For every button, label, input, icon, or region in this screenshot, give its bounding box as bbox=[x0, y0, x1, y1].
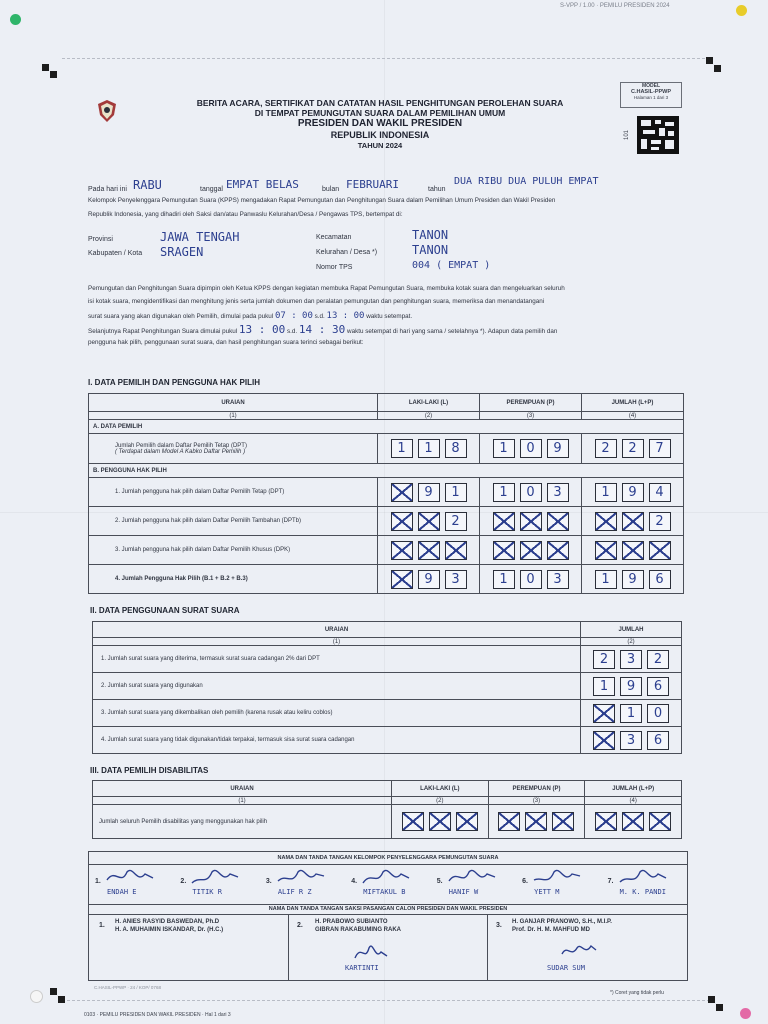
kpps-caption: NAMA DAN TANDA TANGAN KELOMPOK PENYELENGGARA PEMUNGUTAN SUARA bbox=[277, 855, 499, 861]
digit-boxes bbox=[586, 439, 679, 458]
footnote: *) Coret yang tidak perlu bbox=[610, 990, 664, 996]
divider bbox=[288, 914, 289, 980]
section-2-table bbox=[92, 621, 682, 754]
frame-bottom bbox=[62, 1000, 710, 1001]
crossed-out-box bbox=[391, 483, 413, 502]
table-row bbox=[89, 507, 684, 536]
digit-boxes bbox=[382, 483, 475, 502]
candidate-2-names bbox=[315, 918, 401, 934]
title-line-5: TAHUN 2024 bbox=[357, 141, 403, 150]
s1-b1-l bbox=[378, 478, 480, 507]
crossed-out-box bbox=[418, 541, 440, 560]
digit-boxes bbox=[585, 677, 677, 696]
digit-box: 8 bbox=[445, 439, 467, 458]
divider bbox=[89, 864, 687, 865]
s1-a1-l bbox=[378, 434, 480, 464]
divider bbox=[487, 914, 488, 980]
s2-n1: (1) bbox=[93, 638, 581, 646]
kpu-logo-icon bbox=[96, 99, 118, 123]
crossed-out-box bbox=[520, 541, 542, 560]
crossed-out-box bbox=[391, 541, 413, 560]
s1-b3-p bbox=[480, 536, 582, 565]
model-code: C.HASIL-PPWP bbox=[630, 89, 672, 95]
kpps-member-name: HANIF W bbox=[448, 888, 479, 896]
s1-a1-label-line1: Jumlah Pemilih dalam Daftar Pemilih Tetap (DPT) bbox=[115, 442, 247, 449]
digit-box: 2 bbox=[593, 650, 615, 669]
crossed-out-box bbox=[520, 512, 542, 531]
s3-r1-label: Jumlah seluruh Pemilih disabilitas yang menggunakan hak pilih bbox=[93, 805, 392, 839]
digit-box: 1 bbox=[493, 483, 515, 502]
crossed-out-box bbox=[552, 812, 574, 831]
crossed-out-box bbox=[391, 512, 413, 531]
crossed-out-box bbox=[649, 812, 671, 831]
kpps-member-name: ENDAH E bbox=[107, 888, 137, 896]
s3-n2: (2) bbox=[392, 797, 489, 805]
title-line-1: BERITA ACARA, SERTIFIKAT DAN CATATAN HASIL PENGHITUNGAN PEROLEHAN SUARA bbox=[196, 98, 564, 108]
table-row bbox=[89, 478, 684, 507]
digit-box: 9 bbox=[547, 439, 569, 458]
digit-boxes bbox=[585, 650, 677, 669]
paragraph-line-5: pengguna hak pilih, penggunaan surat suara, dan hasil penghitungan suara terinci sebagai berikut: bbox=[88, 339, 364, 346]
digit-box: 4 bbox=[649, 483, 671, 502]
kpps-member-signature bbox=[361, 866, 411, 888]
kpps-member-number: 5. bbox=[436, 878, 443, 885]
digit-box: 0 bbox=[520, 439, 542, 458]
s1-b1-label: 1. Jumlah pengguna hak pilih dalam Daftar Pemilih Tetap (DPT) bbox=[89, 478, 378, 507]
kpps-member-name: MIFTAKUL B bbox=[363, 888, 406, 896]
digit-boxes bbox=[586, 541, 679, 560]
divider bbox=[89, 914, 687, 915]
crossed-out-box bbox=[595, 512, 617, 531]
tps-value: 004 ( EMPAT ) bbox=[412, 260, 491, 271]
title-line-3: PRESIDEN DAN WAKIL PRESIDEN bbox=[297, 118, 463, 129]
kpps-member-number: 2. bbox=[180, 878, 187, 885]
digit-box: 3 bbox=[445, 570, 467, 589]
title-line-2: DI TEMPAT PEMUNGUTAN SUARA DALAM PEMILIHAN UMUM bbox=[254, 108, 506, 118]
digit-box: 6 bbox=[649, 570, 671, 589]
s1-b3-l bbox=[378, 536, 480, 565]
s1-b1-j bbox=[582, 478, 684, 507]
table-row bbox=[93, 727, 682, 754]
digit-box: 1 bbox=[620, 704, 642, 723]
crossed-out-box bbox=[595, 812, 617, 831]
s3-n1: (1) bbox=[93, 797, 392, 805]
kpps-member-signature bbox=[190, 866, 240, 888]
s2-r4-label: 4. Jumlah surat suara yang tidak digunakan/tidak terpakai, termasuk sisa surat suara cadangan bbox=[93, 727, 581, 754]
digit-boxes bbox=[585, 704, 677, 723]
paragraph-line-3 bbox=[88, 311, 412, 321]
digit-box: 2 bbox=[649, 512, 671, 531]
crossed-out-box bbox=[418, 512, 440, 531]
digit-boxes bbox=[396, 812, 484, 831]
digit-boxes bbox=[586, 512, 679, 531]
s1-col-l: LAKI-LAKI (L) bbox=[378, 394, 480, 412]
divider bbox=[89, 904, 687, 905]
s1-b4-p bbox=[480, 565, 582, 594]
sd-label-2: s.d. bbox=[287, 328, 298, 335]
kpps-member-number: 1. bbox=[95, 878, 101, 885]
s1-b2-j bbox=[582, 507, 684, 536]
digit-box: 2 bbox=[595, 439, 617, 458]
digit-box: 2 bbox=[647, 650, 669, 669]
witness-3-signature bbox=[559, 940, 599, 962]
digit-box: 0 bbox=[520, 483, 542, 502]
sd-label-1: s.d. bbox=[314, 313, 325, 320]
kpps-member-number: 3. bbox=[265, 878, 272, 885]
kpps-member-signature bbox=[276, 866, 326, 888]
model-box bbox=[620, 82, 682, 108]
section-1-table bbox=[88, 393, 684, 594]
digit-box: 3 bbox=[620, 650, 642, 669]
tahun-value: DUA RIBU DUA PULUH EMPAT bbox=[454, 176, 599, 187]
provinsi-label: Provinsi bbox=[88, 236, 113, 243]
digit-box: 0 bbox=[520, 570, 542, 589]
digit-box: 1 bbox=[445, 483, 467, 502]
crossed-out-box bbox=[622, 512, 644, 531]
digit-boxes bbox=[493, 812, 581, 831]
crossed-out-box bbox=[525, 812, 547, 831]
s1-a1-j bbox=[582, 434, 684, 464]
pink-pin-icon bbox=[740, 1008, 751, 1019]
crossed-out-box bbox=[622, 541, 644, 560]
paragraph-line-2: isi kotak suara, mengidentifikasi dan menghitung jenis serta jumlah dokumen dan peralatan pemungutan dan penghitungan suara, memeriksa dan menandatangani bbox=[88, 298, 545, 305]
s1-b4-j bbox=[582, 565, 684, 594]
kpps-member-name: YETT M bbox=[534, 888, 560, 896]
crossed-out-box bbox=[456, 812, 478, 831]
s2-r2-label: 2. Jumlah surat suara yang digunakan bbox=[93, 673, 581, 700]
crossed-out-box bbox=[593, 731, 615, 750]
section-1-title: I. DATA PEMILIH DAN PENGGUNA HAK PILIH bbox=[88, 378, 260, 387]
bottom-left-code: C.HASIL-PPWP · 24 / KOP/ 0768 bbox=[94, 985, 161, 990]
table-row bbox=[93, 646, 682, 673]
table-row bbox=[93, 673, 682, 700]
white-pin-icon bbox=[30, 990, 43, 1003]
section-3-title: III. DATA PEMILIH DISABILITAS bbox=[90, 766, 209, 775]
s1-b2-label: 2. Jumlah pengguna hak pilih dalam Daftar Pemilih Tambahan (DPTb) bbox=[89, 507, 378, 536]
crossed-out-box bbox=[498, 812, 520, 831]
s1-b1-p bbox=[480, 478, 582, 507]
kpps-member-name: ALIF R Z bbox=[277, 888, 312, 896]
digit-box: 9 bbox=[622, 570, 644, 589]
digit-boxes bbox=[484, 541, 577, 560]
digit-box: 3 bbox=[547, 570, 569, 589]
paragraph-line-4b: waktu setempat di hari yang sama / setelahnya *). Adapun data pemilih dan bbox=[347, 328, 558, 335]
s3-r1-j bbox=[585, 805, 682, 839]
tps-label: Nomor TPS bbox=[316, 264, 353, 271]
s1-n1: (1) bbox=[89, 412, 378, 420]
top-right-print: S-VPP / 1.00 · PEMILU PRESIDEN 2024 bbox=[560, 3, 670, 9]
crossed-out-box bbox=[547, 541, 569, 560]
digit-box: 9 bbox=[620, 677, 642, 696]
candidate-1-vice: H. A. MUHAIMIN ISKANDAR, Dr. (H.C.) bbox=[115, 927, 224, 933]
s2-n2: (2) bbox=[581, 638, 682, 646]
s3-col-l: LAKI-LAKI (L) bbox=[392, 781, 489, 797]
candidate-1-names bbox=[115, 918, 223, 934]
frame-top bbox=[62, 58, 710, 59]
s3-col-uraian: URAIAN bbox=[93, 781, 392, 797]
s1-b2-l bbox=[378, 507, 480, 536]
provinsi-value: JAWA TENGAH bbox=[160, 230, 240, 244]
digit-boxes bbox=[586, 483, 679, 502]
intro-text-2: Republik Indonesia, yang dihadiri oleh Saksi dan/atau Panwaslu Kelurahan/Desa / Pengawas TPS, bertempat di: bbox=[88, 211, 403, 218]
digit-box: 7 bbox=[649, 439, 671, 458]
kabupaten-label: Kabupaten / Kota bbox=[88, 250, 143, 257]
page-footer: 0103 · PEMILU PRESIDEN DAN WAKIL PRESIDEN · Hal 1 dari 3 bbox=[84, 1012, 231, 1018]
table-row bbox=[89, 565, 684, 594]
s1-b4-label: 4. Jumlah Pengguna Hak Pilih (B.1 + B.2 + B.3) bbox=[89, 565, 378, 594]
paragraph-line-1: Pemungutan dan Penghitungan Suara dipimpin oleh Ketua KPPS dengan kegiatan membuka Rapat Pemungutan Suara, membuka kotak suara dan mengeluarkan seluruh bbox=[88, 285, 565, 292]
tahun-label: tahun bbox=[428, 186, 446, 193]
count-start-time: 13 : 00 bbox=[238, 323, 286, 336]
kecamatan-value: TANON bbox=[412, 228, 449, 242]
bulan-label: bulan bbox=[322, 186, 340, 193]
s1-b3-j bbox=[582, 536, 684, 565]
digit-boxes bbox=[382, 570, 475, 589]
title-line-4: REPUBLIK INDONESIA bbox=[330, 130, 430, 140]
crossed-out-box bbox=[547, 512, 569, 531]
crossed-out-box bbox=[493, 512, 515, 531]
digit-boxes bbox=[484, 483, 577, 502]
candidate-1-number: 1. bbox=[99, 922, 105, 929]
s2-col-jml: JUMLAH bbox=[581, 622, 682, 638]
digit-box: 1 bbox=[418, 439, 440, 458]
s1-b3-label: 3. Jumlah pengguna hak pilih dalam Daftar Pemilih Khusus (DPK) bbox=[89, 536, 378, 565]
s2-r3-val bbox=[581, 700, 682, 727]
crossed-out-box bbox=[622, 812, 644, 831]
digit-box: 1 bbox=[391, 439, 413, 458]
hari-value: RABU bbox=[133, 178, 162, 192]
s3-n4: (4) bbox=[585, 797, 682, 805]
vote-end-time: 13 : 00 bbox=[326, 311, 365, 321]
s1-b2-p bbox=[480, 507, 582, 536]
intro-text-1: Kelompok Penyelenggara Pemungutan Suara (KPPS) mengadakan Rapat Pemungutan dan Penghitungan Suara dalam Pemilihan Umum Presiden dan Wakil Presiden bbox=[88, 197, 556, 204]
table-row bbox=[89, 434, 684, 464]
digit-box: 2 bbox=[622, 439, 644, 458]
paragraph-line-4a: Selanjutnya Rapat Penghitungan Suara dimulai pukul bbox=[88, 328, 238, 335]
page-label: Halaman 1 dari 3 bbox=[633, 95, 669, 100]
s2-r1-val bbox=[581, 646, 682, 673]
qr-side-number: 101 bbox=[624, 129, 631, 141]
digit-box: 6 bbox=[647, 731, 669, 750]
digit-boxes bbox=[382, 541, 475, 560]
kpps-member-signature bbox=[618, 866, 668, 888]
digit-box: 1 bbox=[595, 570, 617, 589]
crossed-out-box bbox=[429, 812, 451, 831]
s1-col-jml: JUMLAH (L+P) bbox=[582, 394, 684, 412]
digit-boxes bbox=[382, 512, 475, 531]
green-pin-icon bbox=[10, 14, 21, 25]
candidate-3-number: 3. bbox=[496, 922, 502, 929]
digit-box: 9 bbox=[622, 483, 644, 502]
witness-2-signature bbox=[351, 942, 391, 964]
s3-n3: (3) bbox=[488, 797, 585, 805]
digit-box: 2 bbox=[445, 512, 467, 531]
kecamatan-label: Kecamatan bbox=[316, 234, 352, 241]
qr-code-icon bbox=[637, 116, 679, 154]
model-label: MODEL bbox=[641, 83, 661, 89]
tanggal-value: EMPAT BELAS bbox=[226, 178, 299, 191]
table-row bbox=[89, 536, 684, 565]
digit-box: 3 bbox=[547, 483, 569, 502]
s3-col-jml: JUMLAH (L+P) bbox=[585, 781, 682, 797]
s1-b4-l bbox=[378, 565, 480, 594]
crossed-out-box bbox=[595, 541, 617, 560]
kpps-member-signature bbox=[105, 866, 155, 888]
crossed-out-box bbox=[593, 704, 615, 723]
candidate-1-president: H. ANIES RASYID BASWEDAN, Ph.D bbox=[115, 919, 220, 925]
digit-box: 3 bbox=[620, 731, 642, 750]
s1-n2: (2) bbox=[378, 412, 480, 420]
digit-box: 1 bbox=[493, 570, 515, 589]
digit-box: 1 bbox=[595, 483, 617, 502]
tanggal-label: tanggal bbox=[200, 186, 223, 193]
s2-r1-label: 1. Jumlah surat suara yang diterima, termasuk surat suara cadangan 2% dari DPT bbox=[93, 646, 581, 673]
digit-boxes bbox=[589, 812, 677, 831]
candidate-2-number: 2. bbox=[297, 922, 303, 929]
digit-boxes bbox=[585, 731, 677, 750]
s1-b-title: B. PENGGUNA HAK PILIH bbox=[89, 464, 684, 478]
digit-box: 1 bbox=[593, 677, 615, 696]
crossed-out-box bbox=[493, 541, 515, 560]
s1-a1-label-line2: ( Terdapat dalam Model A Kabko Daftar Pemilih ) bbox=[115, 448, 246, 455]
saksi-caption: NAMA DAN TANDA TANGAN SAKSI PASANGAN CALON PRESIDEN DAN WAKIL PRESIDEN bbox=[268, 906, 508, 912]
crossed-out-box bbox=[649, 541, 671, 560]
table-row bbox=[93, 805, 682, 839]
table-row bbox=[93, 700, 682, 727]
digit-boxes bbox=[586, 570, 679, 589]
kpps-member-number: 6. bbox=[522, 878, 528, 885]
paragraph-line-4 bbox=[88, 323, 557, 336]
candidate-3-vice: Prof. Dr. H. M. MAHFUD MD bbox=[512, 927, 590, 933]
s1-a1-label bbox=[89, 434, 378, 464]
kelurahan-label: Kelurahan / Desa *) bbox=[316, 249, 378, 256]
digit-boxes bbox=[484, 570, 577, 589]
paragraph-line-3a: surat suara yang akan digunakan oleh Pemilih, dimulai pada pukul bbox=[88, 313, 274, 320]
crossed-out-box bbox=[391, 570, 413, 589]
kabupaten-value: SRAGEN bbox=[160, 245, 204, 259]
section-2-title: II. DATA PENGGUNAAN SURAT SUARA bbox=[90, 606, 240, 615]
crossed-out-box bbox=[445, 541, 467, 560]
s3-r1-p bbox=[488, 805, 585, 839]
s2-r2-val bbox=[581, 673, 682, 700]
kpps-member-signature bbox=[447, 866, 497, 888]
digit-box: 1 bbox=[493, 439, 515, 458]
candidate-3-president: H. GANJAR PRANOWO, S.H., M.I.P. bbox=[512, 919, 612, 925]
crossed-out-box bbox=[402, 812, 424, 831]
signature-block bbox=[88, 851, 688, 981]
digit-box: 9 bbox=[418, 483, 440, 502]
pada-hari-label: Pada hari ini bbox=[88, 186, 127, 193]
s3-r1-l bbox=[392, 805, 489, 839]
digit-boxes bbox=[484, 512, 577, 531]
witness-3-name: SUDAR SUM bbox=[547, 964, 585, 972]
candidate-2-president: H. PRABOWO SUBIANTO bbox=[315, 919, 388, 925]
s2-col-uraian: URAIAN bbox=[93, 622, 581, 638]
s2-r4-val bbox=[581, 727, 682, 754]
kpps-member-number: 4. bbox=[351, 878, 358, 885]
witness-2-name: KARTINTI bbox=[345, 964, 379, 972]
kpps-member-signature bbox=[532, 866, 582, 888]
kelurahan-value: TANON bbox=[412, 243, 449, 257]
kpps-member-name: M. K. PANDI bbox=[619, 888, 666, 896]
candidate-2-vice: GIBRAN RAKABUMING RAKA bbox=[315, 927, 401, 933]
s3-col-p: PEREMPUAN (P) bbox=[488, 781, 585, 797]
section-3-table bbox=[92, 780, 682, 839]
s1-a-title: A. DATA PEMILIH bbox=[89, 420, 684, 434]
digit-boxes bbox=[382, 439, 475, 458]
digit-box: 9 bbox=[418, 570, 440, 589]
s2-r3-label: 3. Jumlah surat suara yang dikembalikan oleh pemilih (karena rusak atau keliru coblos) bbox=[93, 700, 581, 727]
kpps-member-number: 7. bbox=[607, 878, 614, 885]
digit-box: 0 bbox=[647, 704, 669, 723]
s1-col-p: PEREMPUAN (P) bbox=[480, 394, 582, 412]
s1-col-uraian: URAIAN bbox=[89, 394, 378, 412]
s1-n3: (3) bbox=[480, 412, 582, 420]
candidate-3-names bbox=[512, 918, 612, 934]
s1-a1-p bbox=[480, 434, 582, 464]
s1-n4: (4) bbox=[582, 412, 684, 420]
count-end-time: 14 : 30 bbox=[298, 323, 346, 336]
bulan-value: FEBRUARI bbox=[346, 178, 399, 191]
digit-box: 6 bbox=[647, 677, 669, 696]
kpps-member-name: TITIK R bbox=[192, 888, 222, 896]
digit-boxes bbox=[484, 439, 577, 458]
yellow-pin-icon bbox=[736, 5, 747, 16]
paragraph-line-3b: waktu setempat. bbox=[366, 313, 413, 320]
vote-start-time: 07 : 00 bbox=[274, 311, 313, 321]
